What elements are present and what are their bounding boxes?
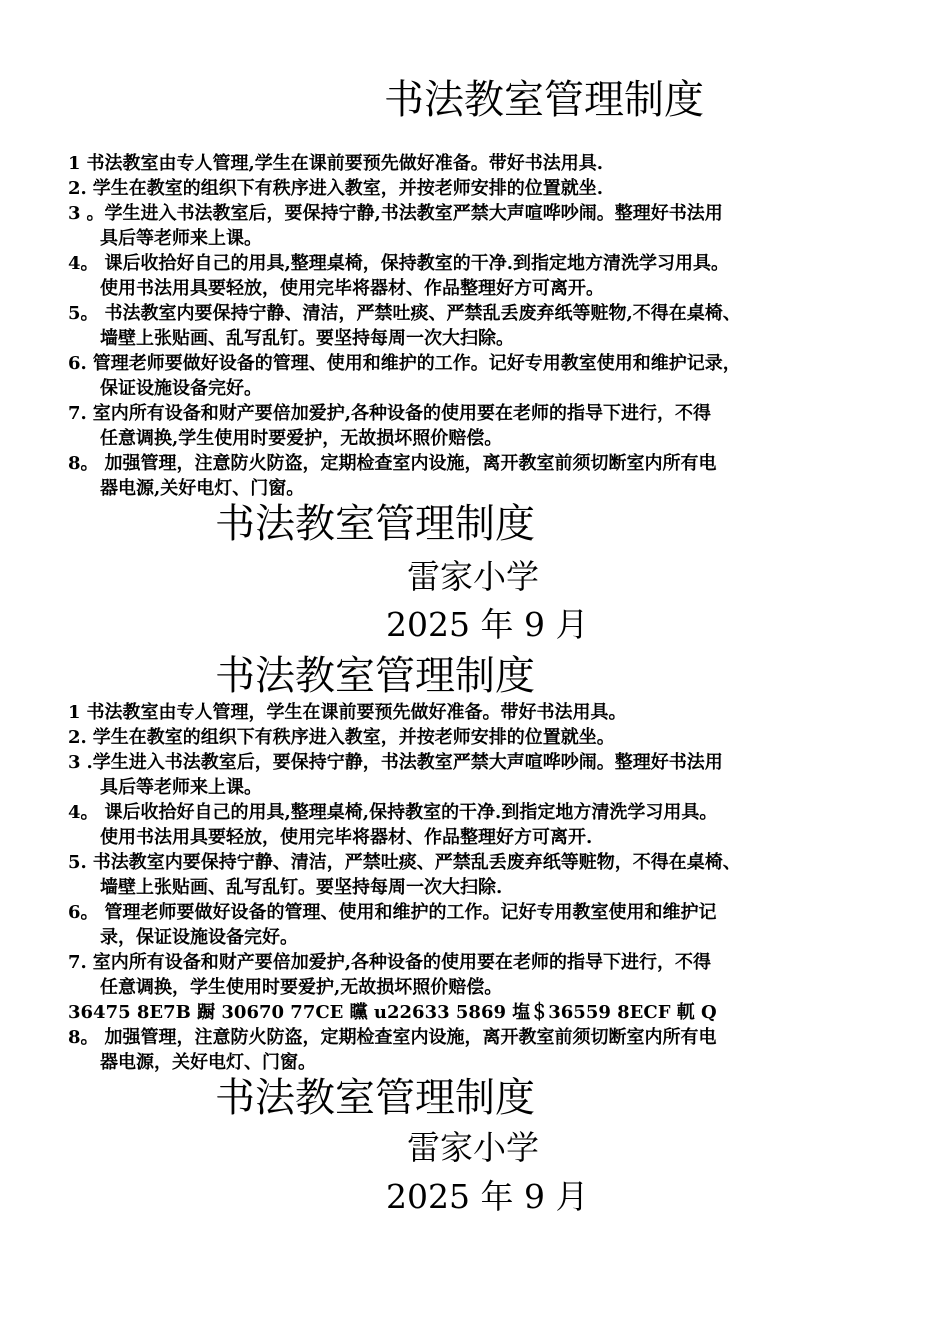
rule-text-continued: 墙壁上张贴画、乱写乱钉。要坚持每周一次大扫除。 <box>100 328 514 349</box>
rule-number: 4。 <box>68 802 99 823</box>
rule-text: 学生在教室的组织下有秩序进入教室，并按老师安排的位置就坐. <box>92 178 604 199</box>
main-title: 书法教室管理制度 <box>384 77 704 123</box>
rule-number: 4。 <box>68 253 99 274</box>
rule-item-1 <box>68 151 898 176</box>
rule-text: 课后收拾好自己的用具,整理桌椅，保持教室的干净.到指定地方清洗学习用具。 <box>104 253 730 274</box>
issue-date: 2025 年 9 月 <box>386 1177 589 1216</box>
rule-text: 加强管理，注意防火防盗，定期检查室内设施，离开教室前须切断室内所有电 <box>104 453 717 474</box>
repeated-title: 书法教室管理制度 <box>215 1075 535 1121</box>
rule-item-4 <box>68 251 898 301</box>
rule-text-continued: 任意调换，学生使用时要爱护,无故损坏照价赔偿。 <box>100 977 503 998</box>
rule-number: 1 <box>68 702 81 723</box>
rule-number: 8。 <box>68 453 99 474</box>
rule-text-continued: 具后等老师来上课。 <box>100 228 262 249</box>
rule-text-continued: 墙壁上张贴画、乱写乱钉。要坚持每周一次大扫除. <box>100 877 503 898</box>
rule-item-8 <box>68 1025 898 1075</box>
rule-text-continued: 录，保证设施设备完好。 <box>100 927 298 948</box>
rule-text-continued: 任意调换,学生使用时要爱护，无故损坏照价赔偿。 <box>100 428 503 449</box>
rule-number: 7. <box>68 952 87 973</box>
rule-number: 5。 <box>68 303 99 324</box>
rule-item-5 <box>68 301 898 351</box>
repeated-title: 书法教室管理制度 <box>215 501 535 547</box>
rule-number: 3 <box>68 752 81 773</box>
rule-number: 1 <box>68 153 81 174</box>
rule-number: 8。 <box>68 1027 99 1048</box>
section-title: 书法教室管理制度 <box>215 653 535 699</box>
rule-text: 。学生进入书法教室后，要保持宁静,书法教室严禁大声喧哗吵闹。整理好书法用 <box>86 203 723 224</box>
rule-text: .学生进入书法教室后，要保持宁静，书法教室严禁大声喧哗吵闹。整理好书法用 <box>86 752 723 773</box>
rule-text: 书法教室由专人管理,学生在课前要预先做好准备。带好书法用具. <box>86 153 604 174</box>
rule-text-continued: 使用书法用具要轻放，使用完毕将器材、作品整理好方可离开。 <box>100 278 604 299</box>
rule-number: 5. <box>68 852 87 873</box>
rule-text: 书法教室内要保持宁静、清洁，严禁吐痰、严禁乱丢废弃纸等赃物，不得在桌椅、 <box>92 852 741 873</box>
rule-item-5 <box>68 850 898 900</box>
rule-text: 管理老师要做好设备的管理、使用和维护的工作。记好专用教室使用和维护记录， <box>92 353 741 374</box>
rule-item-8 <box>68 451 898 501</box>
rule-item-3 <box>68 201 898 251</box>
rule-text-continued: 保证设施设备完好。 <box>100 378 262 399</box>
rule-number: 6. <box>68 353 87 374</box>
issue-date: 2025 年 9 月 <box>386 605 589 644</box>
school-name: 雷家小学 <box>407 1128 539 1167</box>
rule-text-continued: 使用书法用具要轻放，使用完毕将器材、作品整理好方可离开. <box>100 827 593 848</box>
rule-item-6 <box>68 351 898 401</box>
rule-item-6 <box>68 900 898 950</box>
rule-item-2 <box>68 725 898 750</box>
rule-item-3 <box>68 750 898 800</box>
school-name: 雷家小学 <box>407 557 539 596</box>
rule-item-2 <box>68 176 898 201</box>
rule-item-7 <box>68 950 898 1000</box>
rule-text: 加强管理，注意防火防盗，定期检查室内设施，离开教室前须切断室内所有电 <box>104 1027 717 1048</box>
rule-item-1 <box>68 700 898 725</box>
rule-number: 6。 <box>68 902 99 923</box>
rule-text: 课后收拾好自己的用具,整理桌椅,保持教室的干净.到指定地方清洗学习用具。 <box>104 802 718 823</box>
rule-text: 学生在教室的组织下有秩序进入教室，并按老师安排的位置就坐。 <box>92 727 615 748</box>
garbled-text-line: 36475 8E7B 蹰 30670 77CE 矘 u22633 5869 塩＄36559 8ECF 軏 Q <box>68 1002 717 1023</box>
rule-text: 室内所有设备和财产要倍加爱护,各种设备的使用要在老师的指导下进行，不得 <box>92 952 712 973</box>
rule-number: 3 <box>68 203 81 224</box>
rule-number: 7. <box>68 403 87 424</box>
rule-text-continued: 具后等老师来上课。 <box>100 777 262 798</box>
rule-text: 书法教室内要保持宁静、清洁，严禁吐痰、严禁乱丢废弃纸等赃物,不得在桌椅、 <box>104 303 741 324</box>
rule-item-4 <box>68 800 898 850</box>
rule-number: 2. <box>68 727 87 748</box>
rule-text: 书法教室由专人管理，学生在课前要预先做好准备。带好书法用具。 <box>86 702 627 723</box>
rule-text-continued: 器电源,关好电灯、门窗。 <box>100 478 305 499</box>
rule-number: 2. <box>68 178 87 199</box>
rule-text-continued: 器电源，关好电灯、门窗。 <box>100 1052 316 1073</box>
rule-text: 管理老师要做好设备的管理、使用和维护的工作。记好专用教室使用和维护记 <box>104 902 717 923</box>
rule-text: 室内所有设备和财产要倍加爱护,各种设备的使用要在老师的指导下进行，不得 <box>92 403 712 424</box>
rule-item-7 <box>68 401 898 451</box>
